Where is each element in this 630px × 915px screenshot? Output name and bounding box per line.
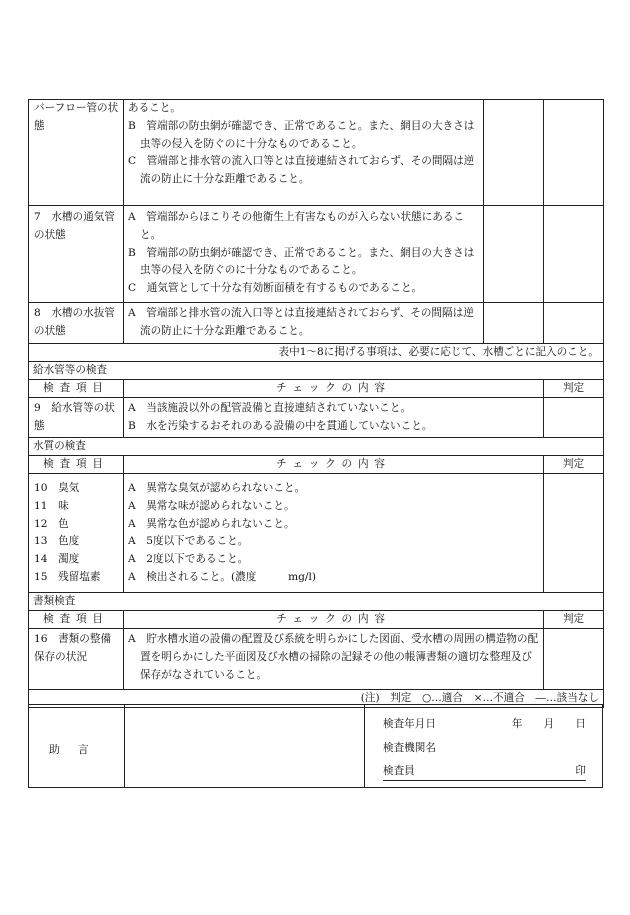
check-line: A 5度以下であること。 (128, 535, 249, 548)
header-content: チェックの内容 (124, 456, 544, 474)
advice-label: 助言 (49, 743, 107, 756)
check-content-cell (124, 100, 484, 206)
item-label: 11 味 (34, 499, 69, 512)
inspection-footer (28, 704, 603, 788)
check-line: A 管端部からほこりその他衛生上有害なものが入らない状態にあること。 (128, 211, 465, 241)
check-line: A 異常な臭気が認められないこと。 (128, 482, 306, 494)
inspector-info-cell (365, 705, 602, 787)
inspection-org-row[interactable] (383, 739, 586, 757)
judge-cell[interactable] (544, 629, 604, 690)
check-line: A 管端部と排水管の流入口等とは直接連結されておらず、その間隔は逆流の防止に十分な距離であること。 (128, 307, 474, 337)
check-line: C 通気管として十分な有効断面積を有するものであること。 (128, 282, 423, 295)
table-note-row (29, 344, 604, 362)
advice-label-cell (29, 705, 125, 787)
header-judge: 判定 (544, 611, 604, 629)
header-row (29, 380, 604, 398)
judge-legend: (注) 判定 ○…適合 ×…不適合 ―…該当なし (29, 690, 604, 708)
table-row (29, 474, 604, 593)
check-line: あること。 (128, 102, 181, 114)
check-content-cell (124, 398, 544, 438)
seal-mark: 印 (575, 765, 586, 777)
check-content-cell (124, 474, 544, 593)
item-cell: 8 水槽の水抜管の状態 (29, 303, 124, 344)
section-title: 給水管等の検査 (29, 362, 604, 380)
check-line: A 2度以下であること。 (128, 553, 249, 566)
judge-cell[interactable] (484, 303, 544, 344)
inspector-label: 検査員 (383, 765, 415, 777)
judge-cell[interactable] (544, 303, 604, 344)
inspector-row[interactable] (383, 762, 586, 781)
item-label: 14 濁度 (34, 553, 80, 566)
item-cell-group (29, 474, 124, 593)
check-line: C 管端部と排水管の流入口等とは直接連結されておらず、その間隔は逆流の防止に十分な距離であること。 (128, 155, 475, 186)
item-label: 13 色度 (34, 535, 80, 548)
section-title: 水質の検査 (29, 438, 604, 456)
item-cell: 7 水槽の通気管の状態 (29, 206, 124, 303)
check-line: B 管端部の防虫網が確認でき、正常であること。また、網目の大きさは虫等の侵入を防ぐのに十分なものであること。 (128, 119, 475, 150)
inspection-date-label: 検査年月日 (383, 718, 436, 730)
section-title: 書類検査 (29, 593, 604, 611)
table-row (29, 398, 604, 438)
section-title-row (29, 593, 604, 611)
header-content: チェックの内容 (124, 611, 544, 629)
judge-cell[interactable] (544, 398, 604, 438)
check-line: A 異常な味が認められないこと。 (128, 499, 295, 512)
judge-cell[interactable] (544, 474, 604, 593)
inspection-date-units: 年 月 日 (511, 718, 586, 730)
item-label: 15 残留塩素 (34, 570, 101, 583)
table-row (29, 206, 604, 303)
item-cell: 9 給水管等の状態 (29, 398, 124, 438)
check-line: B 水を汚染するおそれのある設備の中を貫通していないこと。 (128, 419, 433, 432)
header-judge: 判定 (544, 456, 604, 474)
judge-cell[interactable] (484, 206, 544, 303)
table-note: 表中1～8に掲げる事項は、必要に応じて、水槽ごとに記入のこと。 (29, 344, 604, 362)
check-line: B 管端部の防虫網が確認でき、正常であること。また、網目の大きさは虫等の侵入を防ぐのに十分なものであること。 (128, 246, 475, 277)
check-line: A 当該施設以外の配管設備と直接連結されていないこと。 (128, 402, 412, 414)
inspection-form (28, 99, 603, 708)
table-row (29, 303, 604, 344)
table-row (29, 629, 604, 690)
header-content: チェックの内容 (124, 380, 544, 398)
item-label: 10 臭気 (34, 482, 80, 494)
item-cell: バーフロー管の状態 (29, 100, 124, 206)
inspection-org-label: 検査機関名 (383, 742, 436, 754)
header-item: 検査項目 (29, 380, 124, 398)
item-cell: 16 書類の整備保存の状況 (29, 629, 124, 690)
advice-field[interactable] (125, 705, 365, 787)
check-content-cell (124, 206, 484, 303)
section-title-row (29, 438, 604, 456)
inspection-date-row[interactable] (383, 715, 586, 733)
header-row (29, 611, 604, 629)
header-item: 検査項目 (29, 456, 124, 474)
check-line: A 貯水槽水道の設備の配置及び系統を明らかにした図面、受水槽の周囲の構造物の配置を明らかにした平面図及び水槽の掃除の記録その他の帳簿書類の適切な整理及び保存がなされていること。 (128, 633, 539, 681)
header-row (29, 456, 604, 474)
check-line: A 異常な色が認められないこと。 (128, 517, 295, 530)
header-item: 検査項目 (29, 611, 124, 629)
table-row (29, 100, 604, 206)
section-title-row (29, 362, 604, 380)
check-line: A 検出されること。(濃度 mg/l) (128, 570, 317, 583)
check-content-cell (124, 629, 544, 690)
inspection-table (28, 99, 604, 708)
check-content-cell (124, 303, 484, 344)
judge-cell[interactable] (544, 206, 604, 303)
header-judge: 判定 (544, 380, 604, 398)
judge-cell[interactable] (484, 100, 544, 206)
item-label: 12 色 (34, 517, 69, 530)
judge-cell[interactable] (544, 100, 604, 206)
